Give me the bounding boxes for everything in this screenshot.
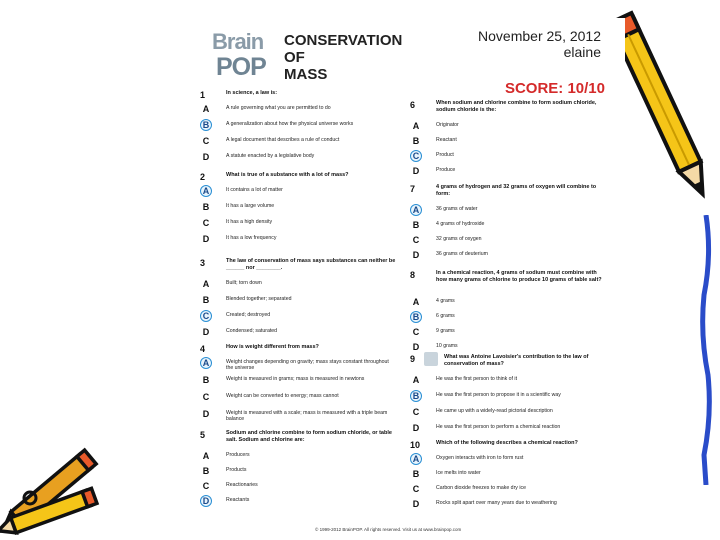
question-text: Sodium and chlorine combine to form sodium chloride, or table salt. Sodium and chlorine are:	[226, 430, 392, 443]
selected-answer-letter: A	[200, 357, 212, 369]
answer-letter: C	[202, 392, 210, 402]
question-number: 4	[200, 344, 206, 354]
selected-answer-letter: C	[200, 310, 212, 322]
answer-text: Products	[226, 466, 247, 473]
answer-letter: D	[412, 422, 420, 433]
answer-option[interactable]	[200, 326, 405, 338]
answer-letter: D	[412, 342, 420, 352]
answer-option[interactable]	[410, 406, 615, 418]
answer-letter: B	[202, 294, 210, 305]
answer-text: Created; destroyed	[226, 311, 271, 318]
logo-brain-text: Brain	[212, 29, 264, 54]
answer-option[interactable]	[410, 296, 615, 308]
answer-option[interactable]	[200, 217, 405, 229]
question-text: The law of conservation of mass says substances can neither be ______ nor ________.	[226, 258, 396, 271]
answer-option[interactable]	[200, 391, 405, 403]
answer-text: Reactants	[226, 496, 250, 503]
answer-option[interactable]	[410, 135, 615, 147]
question-number: 1	[200, 90, 206, 100]
selected-answer-letter: A	[410, 204, 422, 216]
logo-pop-text: POP	[216, 53, 266, 81]
question-text: What is true of a substance with a lot of mass?	[226, 172, 349, 178]
answer-text: Reactionaries	[226, 481, 258, 488]
answer-option[interactable]	[200, 480, 405, 492]
answer-text: Originator	[436, 121, 459, 128]
answer-option[interactable]	[410, 219, 615, 231]
question-number: 3	[200, 258, 206, 268]
answer-text: 36 grams of water	[436, 205, 478, 212]
answer-letter: C	[412, 484, 420, 494]
answer-option[interactable]	[200, 310, 405, 322]
copyright-footer: © 1999-2012 BrainPOP. All rights reserved. Visit us at www.brainpop.com	[315, 527, 462, 532]
question-number: 7	[410, 184, 416, 194]
answer-option[interactable]	[200, 103, 405, 115]
answer-letter: C	[412, 234, 420, 245]
selected-answer-letter: A	[410, 453, 422, 465]
answer-letter: C	[412, 327, 420, 337]
answer-option[interactable]	[200, 185, 405, 197]
quiz-document	[200, 18, 625, 536]
question-number: 9	[410, 354, 416, 364]
answer-text: A legal document that describes a rule of conduct	[226, 137, 340, 143]
question-number: 10	[410, 440, 421, 450]
answer-option[interactable]	[200, 294, 405, 306]
question-text: In science, a law is:	[226, 90, 278, 96]
answer-text: Product	[436, 151, 454, 158]
answer-letter: A	[202, 450, 210, 461]
answer-text: He was the first person to propose it in a scientific way	[436, 391, 561, 398]
question-text: 4 grams of hydrogen and 32 grams of oxygen will combine to form:	[436, 184, 597, 197]
answer-option[interactable]	[200, 408, 405, 420]
answer-option[interactable]	[410, 234, 615, 246]
selected-answer-letter: C	[410, 150, 422, 162]
answer-option[interactable]	[200, 495, 405, 507]
answer-option[interactable]	[410, 150, 615, 162]
answer-letter: D	[202, 409, 210, 419]
user-name: elaine	[563, 44, 601, 60]
lavoisier-portrait-icon	[424, 352, 438, 366]
brainpop-logo	[210, 27, 272, 83]
title-line-2: MASS	[284, 66, 328, 83]
selected-answer-letter: B	[200, 119, 212, 131]
answer-option[interactable]	[410, 422, 615, 434]
answer-option[interactable]	[410, 341, 615, 353]
answer-text: 10 grams	[436, 343, 458, 349]
answer-text: It has a low frequency	[226, 235, 277, 241]
question-text: What was Antoine Lavoisier's contribution to the law of conservation of mass?	[444, 354, 589, 367]
answer-text: A rule governing what you are permitted to do	[226, 105, 331, 111]
answer-option[interactable]	[410, 165, 615, 177]
question-text: Which of the following describes a chemical reaction?	[436, 440, 578, 446]
answer-option[interactable]	[410, 374, 615, 386]
answer-option[interactable]	[410, 468, 615, 480]
answer-text: Reactant	[436, 136, 457, 143]
answer-letter: C	[202, 218, 210, 228]
answer-text: Weight changes depending on gravity; mass stays constant throughout the universe	[226, 359, 389, 371]
answer-letter: D	[202, 326, 210, 337]
question-number: 2	[200, 172, 206, 182]
answer-letter: D	[202, 152, 210, 162]
answer-option[interactable]	[200, 450, 405, 462]
answer-letter: B	[202, 375, 210, 385]
answer-letter: C	[412, 406, 420, 417]
answer-letter: A	[412, 374, 420, 385]
answer-letter: B	[412, 469, 420, 479]
answer-text: It has a large volume	[226, 203, 275, 209]
answer-option[interactable]	[200, 201, 405, 213]
answer-letter: B	[202, 465, 210, 476]
answer-option[interactable]	[200, 233, 405, 245]
answer-letter: B	[412, 135, 420, 146]
answer-letter: A	[202, 278, 210, 289]
answer-letter: B	[412, 219, 420, 230]
answer-text: Ice melts into water	[436, 470, 481, 476]
answer-letter: D	[412, 499, 420, 509]
answer-text: Carbon dioxide freezes to make dry ice	[436, 485, 526, 491]
answer-option[interactable]	[200, 278, 405, 290]
quiz-date: November 25, 2012	[478, 28, 601, 44]
answer-option[interactable]	[200, 135, 405, 147]
answer-option[interactable]	[200, 374, 405, 386]
answer-text: 4 grams	[436, 298, 455, 304]
answer-option[interactable]	[410, 311, 615, 323]
answer-option[interactable]	[200, 357, 405, 369]
answer-letter: D	[412, 165, 420, 176]
answer-text: A statute enacted by a legislative body	[226, 153, 315, 159]
answer-text: A generalization about how the physical universe works	[226, 121, 354, 127]
answer-text: 9 grams	[436, 328, 455, 334]
answer-option[interactable]	[200, 465, 405, 477]
answer-option[interactable]	[410, 390, 615, 402]
question-number: 6	[410, 100, 416, 110]
answer-text: Oxygen interacts with iron to form rust	[436, 455, 524, 461]
question-text: When sodium and chlorine combine to form sodium chloride, sodium chloride is the:	[436, 100, 597, 113]
answer-option[interactable]	[200, 151, 405, 163]
answer-option[interactable]	[410, 498, 615, 510]
score-label: SCORE: 10/10	[504, 80, 605, 97]
question-text: In a chemical reaction, 4 grams of sodium must combine with how many grams of chlorine to produce 10 grams of table salt?	[436, 270, 602, 283]
answer-text: It has a high density	[226, 219, 273, 225]
answer-text: It contains a lot of matter	[226, 187, 283, 193]
answer-letter: D	[412, 249, 420, 260]
question-number: 5	[200, 430, 206, 440]
answer-letter: B	[202, 202, 210, 212]
answer-text: 36 grams of deuterium	[436, 250, 488, 257]
answer-option[interactable]	[410, 249, 615, 261]
selected-answer-letter: A	[200, 185, 212, 197]
answer-text: He was the first person to think of it	[436, 375, 518, 382]
selected-answer-letter: B	[410, 390, 422, 402]
answer-text: Produce	[436, 166, 456, 173]
answer-letter: D	[202, 234, 210, 244]
selected-answer-letter: D	[200, 495, 212, 507]
question-number: 8	[410, 270, 416, 280]
answer-text: Producers	[226, 451, 250, 458]
answer-letter: C	[202, 136, 210, 146]
answer-text: Rocks split apart over many years due to weathering	[436, 500, 557, 506]
answer-option[interactable]	[410, 483, 615, 495]
answer-option[interactable]	[200, 119, 405, 131]
answer-letter: A	[202, 104, 210, 114]
answer-text: Weight can be converted to energy; mass cannot	[226, 393, 339, 399]
question-text: How is weight different from mass?	[226, 344, 319, 350]
answer-text: Condensed; saturated	[226, 327, 278, 334]
date-block	[478, 28, 601, 60]
answer-text: Built; torn down	[226, 279, 262, 286]
answer-option[interactable]	[410, 120, 615, 132]
answer-option[interactable]	[410, 326, 615, 338]
answer-letter: C	[202, 480, 210, 491]
pencil-icon	[0, 438, 110, 538]
answer-text: 32 grams of oxygen	[436, 235, 482, 242]
answer-letter: A	[412, 120, 420, 131]
answer-text: 4 grams of hydroxide	[436, 220, 485, 227]
pencil-icon	[698, 215, 714, 485]
answer-option[interactable]	[410, 453, 615, 465]
answer-option[interactable]	[410, 204, 615, 216]
answer-text: Weight is measured with a scale; mass is measured with a triple beam balance	[226, 410, 388, 422]
answer-text: Weight is measured in grams; mass is measured in newtons	[226, 376, 365, 382]
selected-answer-letter: B	[410, 311, 422, 323]
title-line-1: CONSERVATION OF	[284, 32, 403, 66]
quiz-title	[284, 32, 424, 83]
answer-text: He came up with a widely-read pictorial description	[436, 407, 553, 414]
answer-text: He was the first person to perform a chemical reaction	[436, 423, 561, 430]
answer-text: Blended together; separated	[226, 295, 292, 302]
answer-text: 6 grams	[436, 313, 455, 319]
answer-letter: A	[412, 297, 420, 307]
